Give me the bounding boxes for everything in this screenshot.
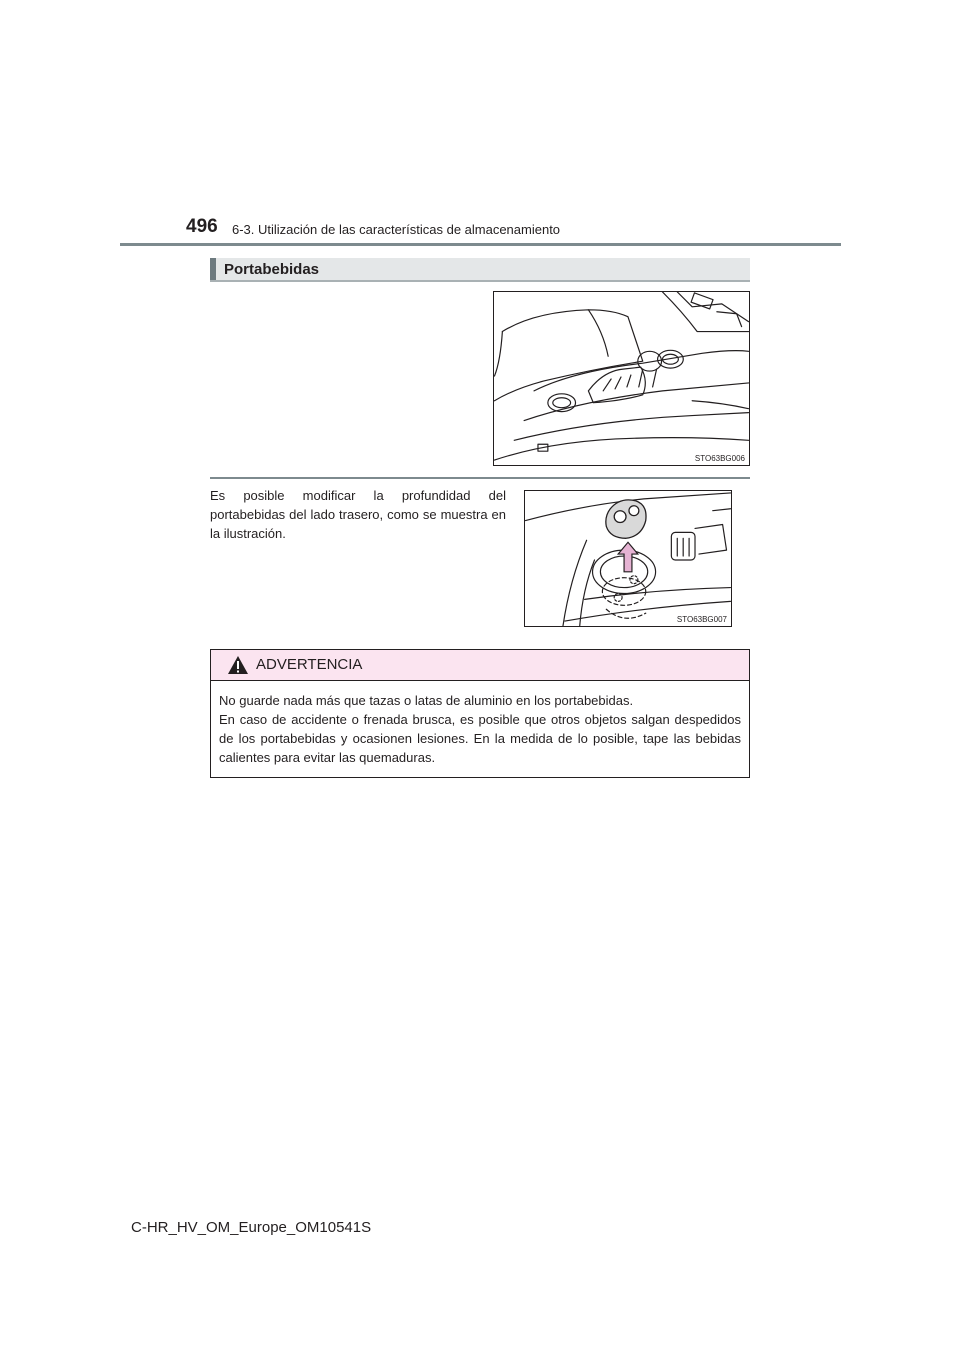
warning-title: ADVERTENCIA — [256, 656, 363, 673]
figure-code: STO63BG006 — [694, 454, 745, 463]
footer-doc-id: C-HR_HV_OM_Europe_OM10541S — [131, 1219, 372, 1236]
warning-body — [211, 681, 749, 767]
figure-center-console — [493, 291, 750, 466]
warning-triangle-icon — [227, 655, 249, 675]
warning-header — [211, 650, 749, 681]
header-rule — [120, 243, 841, 246]
cup-holder-insert-removal-illustration-icon — [525, 491, 731, 626]
section-title: Portabebidas — [224, 261, 320, 278]
body-paragraph: Es posible modificar la profundidad del portabebidas del lado trasero, como se muestra en la ilustración. — [210, 488, 506, 541]
center-console-cup-holder-illustration-icon — [494, 292, 749, 465]
chapter-heading: 6-3. Utilización de las características de almacenamiento — [232, 222, 561, 237]
warning-box — [210, 649, 750, 778]
section-divider — [210, 477, 750, 479]
warning-line-1: No guarde nada más que tazas o latas de aluminio en los portabebidas. — [219, 693, 634, 708]
page-number: 496 — [186, 216, 218, 237]
figure-code: STO63BG007 — [676, 615, 727, 624]
warning-line-2: En caso de accidente o frenada brusca, es posible que otros objetos salgan despedidos de los portabebidas y ocasionen lesiones. En la medida de lo posible, tape las bebidas calientes para evitar las quemaduras. — [219, 712, 741, 765]
section-accent — [210, 258, 216, 280]
section-title-bar — [210, 258, 750, 282]
figure-cup-holder-insert — [524, 490, 732, 627]
